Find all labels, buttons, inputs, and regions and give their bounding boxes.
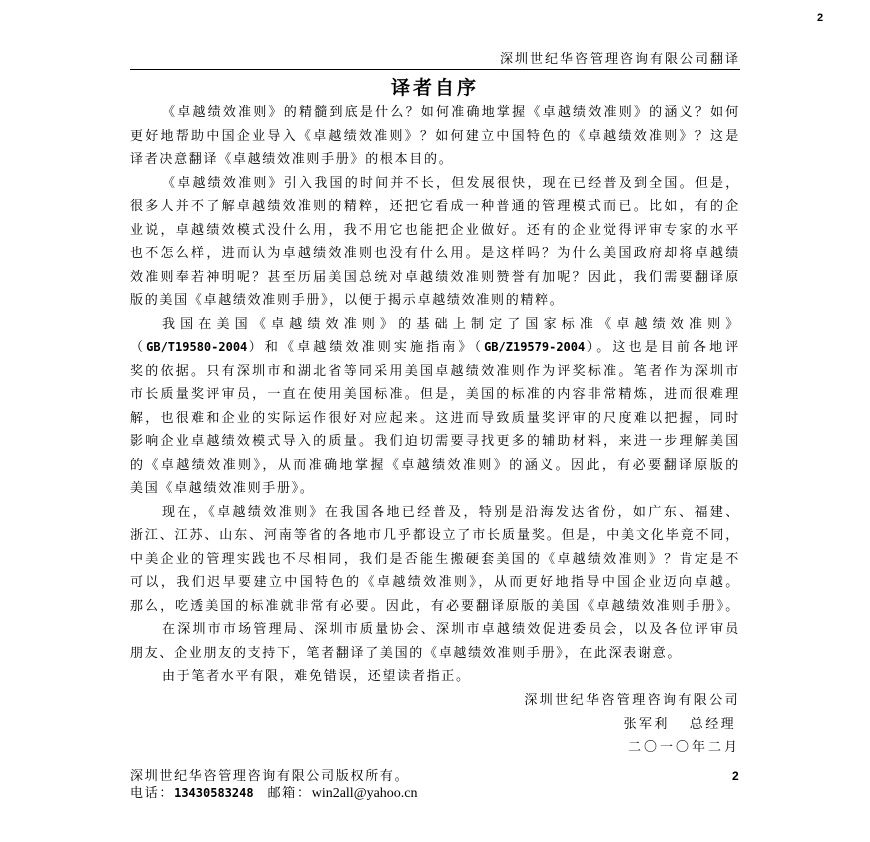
text-line: 译者决意翻译《卓越绩效准则手册》的根本目的。 bbox=[130, 152, 454, 167]
standard-code-gbt: GB/T19580-2004 bbox=[146, 340, 248, 354]
text-line: 朋友、企业朋友的支持下，笔者翻译了美国的《卓越绩效准则手册》，在此深表谢意。 bbox=[130, 645, 683, 661]
text-line: 由于笔者水平有限，难免错误，还望读者指正。 bbox=[162, 669, 471, 684]
text-line: 那么，吃透美国的标准就非常有必要。因此，有必要翻译原版的美国《卓越绩效准则手册》。 bbox=[130, 598, 740, 614]
text-line: 也不怎么样，进而认为卓越绩效准则也没有什么用。是这样吗？为什么美国政府却将卓越绩 bbox=[130, 246, 740, 261]
email-label: 邮箱： bbox=[267, 786, 312, 801]
text-line: 在深圳市市场管理局、深圳市质量协会、深圳市卓越绩效促进委员会，以及各位评审员 bbox=[162, 622, 740, 637]
footer-page-number: 2 bbox=[732, 769, 739, 783]
text-segment: ）和《卓越绩效准则实施指南》（ bbox=[247, 340, 485, 355]
text-line: 《卓越绩效准则》的精髓到底是什么？如何准确地掌握《卓越绩效准则》的涵义？如何 bbox=[162, 105, 740, 120]
text-line: 市长质量奖评审员，一直在使用美国标准。但是，美国的标准的内容非常精炼，进而很难理 bbox=[130, 387, 740, 402]
page-title: 译者自序 bbox=[390, 77, 479, 99]
text-line: 《卓越绩效准则》引入我国的时间并不长，但发展很快，现在已经普及到全国。但是， bbox=[162, 175, 740, 191]
paragraph-4 bbox=[130, 501, 740, 619]
text-segment: ）。这也是目前各地评 bbox=[585, 340, 740, 355]
standard-code-gbz: GB/Z19579-2004 bbox=[484, 340, 586, 354]
paragraph-5 bbox=[130, 618, 740, 665]
text-line: 解，也很难和企业的实际运作很好对应起来。这进而导致质量奖评审的尺度难以把握，同时 bbox=[130, 410, 740, 426]
text-line: 效准则奉若神明呢？甚至历届美国总统对卓越绩效准则赞誉有加呢？因此，我们需要翻译原 bbox=[130, 269, 740, 285]
paragraph-6 bbox=[130, 665, 740, 689]
text-line: 中美企业的管理实践也不尽相同，我们是否能生搬硬套美国的《卓越绩效准则》？肯定是不 bbox=[130, 551, 740, 567]
text-line: 很多人并不了解卓越绩效准则的精粹，还把它看成一种普通的管理模式而已。比如，有的企 bbox=[130, 199, 740, 214]
phone-label: 电话： bbox=[130, 786, 175, 801]
text-line bbox=[130, 336, 740, 360]
header-divider bbox=[130, 69, 740, 70]
text-line: 现在，《卓越绩效准则》在我国各地已经普及，特别是沿海发达省份，如广东、福建、 bbox=[162, 504, 740, 520]
text-line: 浙江、江苏、山东、河南等省的各地市几乎都设立了市长质量奖。但是，中美文化毕竟不同， bbox=[130, 528, 740, 543]
signature-name: 张军利 bbox=[623, 716, 670, 732]
text-line: 可以，我们迟早要建立中国特色的《卓越绩效准则》，从而更好地指导中国企业迈向卓越。 bbox=[130, 575, 740, 590]
text-line: 更好地帮助中国企业导入《卓越绩效准则》？如何建立中国特色的《卓越绩效准则》？这是 bbox=[130, 128, 740, 144]
text-segment: （ bbox=[130, 340, 147, 355]
phone-number: 13430583248 bbox=[174, 786, 254, 800]
email-address: win2all@yahoo.cn bbox=[311, 786, 418, 801]
document-body bbox=[130, 101, 740, 689]
footer-contact bbox=[130, 785, 418, 802]
text-line: 奖的依据。只有深圳市和湖北省等同采用美国卓越绩效准则作为评奖标准。笔者作为深圳市 bbox=[130, 363, 740, 379]
text-line: 版的美国《卓越绩效准则手册》，以便于揭示卓越绩效准则的精粹。 bbox=[130, 293, 565, 308]
paragraph-2 bbox=[130, 172, 740, 313]
signature-position: 总经理 bbox=[689, 716, 736, 732]
page-number-top: 2 bbox=[817, 12, 824, 24]
text-line: 的《卓越绩效准则》，从而准确地掌握《卓越绩效准则》的涵义。因此，有必要翻译原版的 bbox=[130, 457, 740, 473]
text-line: 影响企业卓越绩效模式导入的质量。我们迫切需要寻找更多的辅助材料，来进一步理解美国 bbox=[130, 434, 740, 449]
paragraph-3 bbox=[130, 313, 740, 501]
footer-copyright: 深圳世纪华咨管理咨询有限公司版权所有。 bbox=[130, 769, 410, 784]
text-line: 业说，卓越绩效模式没什么用，我不用它也能把企业做好。还有的企业觉得评审专家的水平 bbox=[130, 222, 740, 238]
signature-name-line bbox=[130, 713, 740, 737]
paragraph-1 bbox=[130, 101, 740, 172]
signature-block bbox=[130, 689, 740, 760]
text-line: 美国《卓越绩效准则手册》。 bbox=[130, 481, 315, 496]
signature-date: 二〇一〇年二月 bbox=[627, 740, 740, 755]
signature-company: 深圳世纪华咨管理咨询有限公司 bbox=[524, 693, 740, 708]
text-line: 我国在美国《卓越绩效准则》的基础上制定了国家标准《卓越绩效准则》 bbox=[162, 316, 740, 332]
header-translator-credit: 深圳世纪华咨管理咨询有限公司翻译 bbox=[499, 52, 740, 67]
